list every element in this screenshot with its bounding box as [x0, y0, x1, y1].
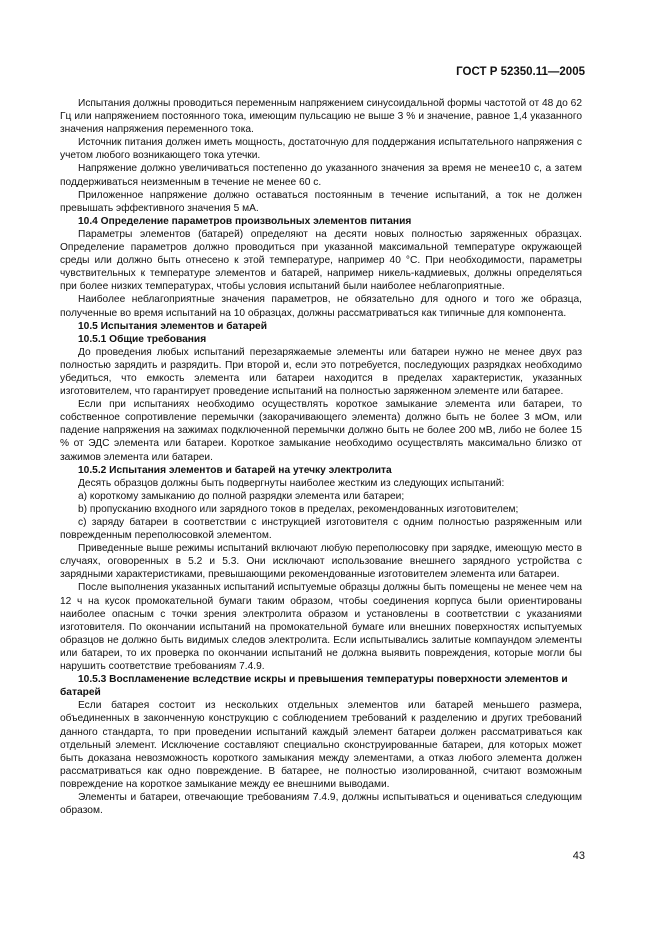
- section-heading-10-5: 10.5 Испытания элементов и батарей: [78, 320, 267, 332]
- page-number: 43: [572, 850, 585, 862]
- paragraph: Испытания должны проводиться переменным напряжением синусоидальной формы частотой от 48 до 62 Гц или напряжением постоянного тока, имеющим пульсацию не выше 3 % и значение, равное 1,4 указанного значения напряжения переменного тока.: [60, 98, 582, 136]
- paragraph: Приложенное напряжение должно оставаться постоянным в течение испытаний, а ток не должен превышать эффективного значения 5 мА.: [60, 189, 582, 214]
- paragraph: Если при испытаниях необходимо осуществлять короткое замыкание элемента или батареи, то собственное сопротивление перемычки (закорачивающего элемента) должно быть не более 3 мОм, или падение напряжения на зажимах подключенной перемычки должно быть не более 200 мВ, либо не более 15 % от ЭДС элемента или батареи. Короткое замыкание необходимо осуществлять максимально близко от зажимов элемента или батареи.: [60, 399, 582, 463]
- list-item: с) заряду батареи в соответствии с инструкцией изготовителя с одним полностью разряженным или поврежденным переполюсовкой элементом.: [60, 517, 582, 542]
- paragraph: Десять образцов должны быть подвергнуты наиболее жестким из следующих испытаний:: [78, 477, 505, 489]
- paragraph: Если батарея состоит из нескольких отдельных элементов или батарей меньшего размера, объединенных в законченную конструкцию с соблюдением требований к разделению и других требований данного стандарта, то при проведении испытаний каждый элемент батареи должен рассматриваться как отдельный элемент. Исключение составляют специально сконструированные батареи, для которых может быть доказана невозможность короткого замыкания между элементами, а отказ любого элемента должен рассматриваться как одно повреждение. В батарее, не полностью изолированной, считают возможным повреждение на короткое замыкание между ее внешними выводами.: [60, 700, 582, 790]
- list-item: а) короткому замыканию до полной разрядки элемента или батареи;: [78, 490, 405, 502]
- paragraph: Источник питания должен иметь мощность, достаточную для поддержания испытательного напряжения с учетом любого возникающего тока утечки.: [60, 137, 582, 162]
- paragraph: До проведения любых испытаний перезаряжаемые элементы или батареи нужно не менее двух раз полностью зарядить и разрядить. При второй и, если это потребуется, последующих разрядках необходимо убедиться, что емкость элемента или батареи находится в пределах характеристик, указанных изготовителем, что гарантирует проведение испытаний на полностью заряженном элементе или батарее.: [60, 346, 582, 398]
- document-body: [60, 97, 582, 817]
- paragraph: Параметры элементов (батарей) определяют на десяти новых полностью заряженных образцах. Определение параметров должно проводиться при указанной максимальной температуре окружающей среды или должно быть отнесено к этой температуре, например 40 °С. При необходимости, параметры чувствительных к температуре элементов и батарей, например никель-кадмиевых, должны определяться при более низких температурах, чтобы условия испытаний были наиболее неблагоприятные.: [60, 228, 582, 293]
- section-heading-10-5-1: 10.5.1 Общие требования: [78, 333, 207, 345]
- section-heading-10-5-2: 10.5.2 Испытания элементов и батарей на утечку электролита: [78, 464, 392, 476]
- paragraph: После выполнения указанных испытаний испытуемые образцы должны быть помещены не менее чем на 12 ч на кусок промокательной бумаги таким образом, чтобы соединения корпуса были ориентированы наиболее опасным с точки зрения электролита образом и установлены в соответствии с указаниями изготовителя. По окончании испытаний на промокательной бумаге или внешних поверхностях испытуемых образцов не должно быть видимых следов электролита. Если испытывались залитые компаундом элементы или батареи, то их проверка по окончании испытаний не должна выявить повреждения, которые могли бы нарушить соответствие требованиям 7.4.9.: [60, 582, 582, 673]
- paragraph: Наиболее неблагоприятные значения параметров, не обязательно для одного и того же образца, полученные во время испытаний на 10 образцах, должны рассматриваться как типичные для компонента.: [60, 294, 582, 319]
- paragraph: Напряжение должно увеличиваться постепенно до указанного значения за время не менее10 с, а затем поддерживаться неизменным в течение не менее 60 с.: [60, 163, 582, 188]
- paragraph: Приведенные выше режимы испытаний включают любую переполюсовку при зарядке, имеющую место в случаях, оговоренных в 5.2 и 5.3. Они исключают использование внешнего зарядного устройства с зарядными характеристиками, превышающими рекомендованные изготовителем элемента или батареи.: [60, 543, 582, 581]
- section-heading-10-5-3: 10.5.3 Воспламенение вследствие искры и превышения температуры поверхности элементов и батарей: [60, 674, 568, 699]
- document-header: ГОСТ Р 52350.11—2005: [456, 66, 585, 78]
- paragraph: Элементы и батареи, отвечающие требованиям 7.4.9, должны испытываться и оцениваться следующим образом.: [60, 791, 582, 817]
- section-heading-10-4: 10.4 Определение параметров произвольных элементов питания: [78, 215, 412, 227]
- list-item: b) пропусканию входного или зарядного токов в пределах, рекомендованных изготовителем;: [78, 503, 519, 515]
